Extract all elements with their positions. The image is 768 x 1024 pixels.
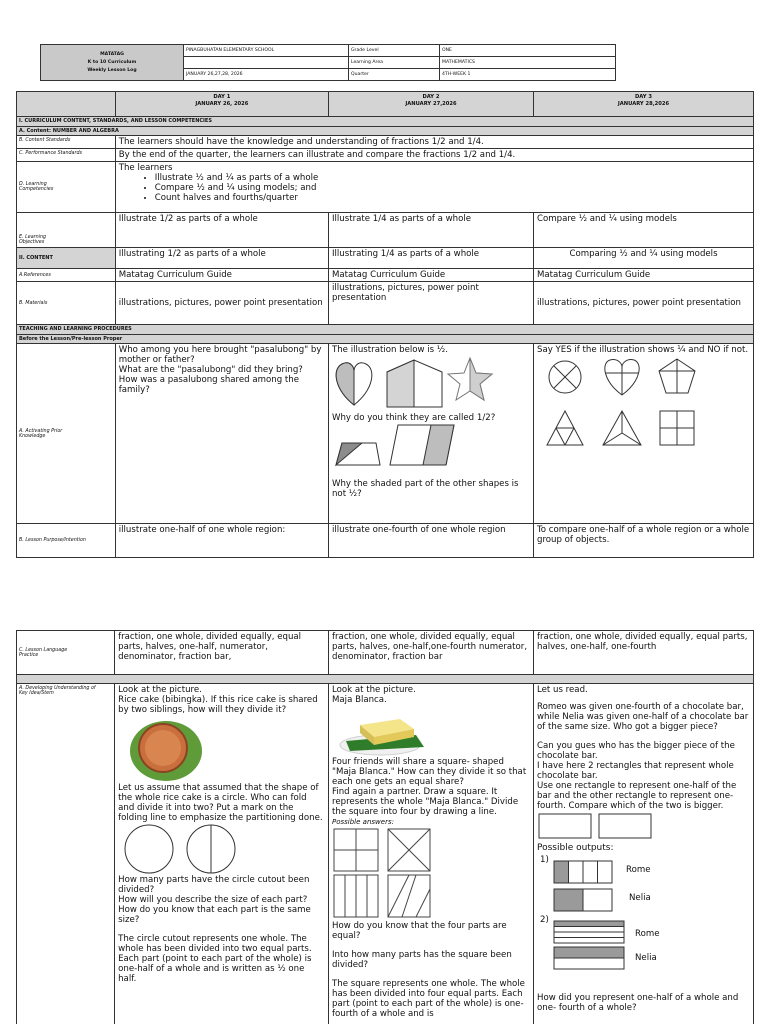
competency-item: • Compare ½ and ¼ using models; and bbox=[155, 183, 750, 193]
fourths-shapes-illustration bbox=[537, 355, 749, 455]
competency-item: • Illustrate ½ and ¼ as parts of a whole bbox=[155, 173, 750, 183]
not-half-shapes-illustration bbox=[332, 423, 530, 479]
square-slanted-division bbox=[388, 875, 430, 917]
square-vertical-strips bbox=[334, 875, 378, 917]
developing-day-1 bbox=[115, 684, 329, 1024]
whole-circle-shape bbox=[125, 825, 173, 873]
dev2-possible-answers: Possible answers: bbox=[332, 818, 394, 826]
activating-q2: What are the "pasalubong" did they bring? bbox=[118, 365, 303, 375]
blank-cell bbox=[184, 57, 349, 69]
nelia-label-2: Nelia bbox=[635, 953, 657, 963]
day-2-header bbox=[328, 92, 533, 117]
activating-day-1 bbox=[115, 344, 328, 524]
label-developing bbox=[17, 684, 115, 1024]
triangle-shape-2 bbox=[603, 411, 641, 445]
content-day-3: Comparing ½ and ¼ using models bbox=[533, 248, 753, 269]
header-table bbox=[40, 44, 616, 81]
half-shapes-illustration bbox=[332, 355, 530, 413]
heart-shaded-half bbox=[336, 363, 354, 405]
label-developing-2: Key Idea/Stem bbox=[19, 691, 54, 696]
dev1-p4: How many parts have the circle cutout been divided? bbox=[118, 875, 310, 895]
dev1-p6: How do you know that each part is the same size? bbox=[118, 905, 311, 925]
dev2-p2: Maja Blanca. bbox=[332, 695, 387, 705]
square-cross-division bbox=[334, 829, 378, 871]
label-activating bbox=[17, 344, 116, 524]
blank-rectangle-2 bbox=[599, 814, 651, 838]
activating-q1: Who among you here brought "pasalubong" by mother or father? bbox=[118, 345, 322, 365]
section-curriculum: I. CURRICULUM CONTENT, STANDARDS, AND LESSON COMPETENCIES bbox=[17, 117, 754, 127]
nelia-bar-halves bbox=[554, 889, 612, 911]
activating-day-3 bbox=[533, 344, 753, 524]
dev3-p2: Romeo was given one-fourth of a chocolate bar, while Nelia was given one-half of a chocolate bar of the same size. Who got a bigger piece? bbox=[537, 702, 749, 732]
blank-rectangles bbox=[537, 811, 749, 841]
rice-cake-picture bbox=[118, 715, 318, 783]
performance-standards: By the end of the quarter, the learners can illustrate and compare the fractions 1/2 and 1/4. bbox=[115, 149, 753, 162]
label-activating-1: A. Activating Prior bbox=[19, 428, 63, 434]
maja-blanca-picture bbox=[332, 705, 530, 757]
circle-cutouts bbox=[118, 823, 318, 875]
chocolate-bar-models bbox=[537, 853, 749, 993]
dev2-p1: Look at the picture. bbox=[332, 685, 416, 695]
competencies-list bbox=[155, 173, 750, 203]
label-developing-1: A. Developing Understanding of bbox=[19, 686, 96, 691]
label-competencies-2: Competencies bbox=[19, 187, 54, 192]
developing-day-2 bbox=[329, 684, 534, 1024]
activating-q3: How was a pasalubong shared among the family? bbox=[118, 375, 300, 395]
section-before: Before the Lesson/Pre-lesson Proper bbox=[17, 335, 754, 344]
dev1-p5: How will you describe the size of each part? bbox=[118, 895, 308, 905]
label-language bbox=[17, 631, 115, 675]
star-shaded-half bbox=[470, 358, 492, 400]
output-number-1: 1) bbox=[540, 855, 549, 865]
dev1-p7: The circle cutout represents one whole. The whole has been divided into two equal parts. Each part (point to each part of the whole) is one-half of a whole and is written as ½ one half. bbox=[118, 934, 312, 984]
label-references: A.References bbox=[17, 269, 116, 282]
square-quarters-shape bbox=[660, 411, 694, 445]
content-day-2: Illustrating 1/4 as parts of a whole bbox=[328, 248, 533, 269]
references-day-3: Matatag Curriculum Guide bbox=[533, 269, 753, 282]
dev3-p3: Can you gues who has the bigger piece of the chocolate bar. bbox=[537, 741, 735, 761]
quarter-label: Quarter bbox=[349, 69, 440, 81]
day-1-name: DAY 1 bbox=[213, 94, 231, 100]
objective-day-1: Illustrate 1/2 as parts of a whole bbox=[115, 213, 328, 248]
nelia-label-1: Nelia bbox=[629, 893, 651, 903]
title-line-2: K to 10 Curriculum bbox=[87, 59, 137, 65]
competency-item: • Count halves and fourths/quarter bbox=[155, 193, 750, 203]
area-value: MATHEMATICS bbox=[440, 57, 616, 69]
day-2-date: JANUARY 27,2026 bbox=[405, 101, 457, 107]
objective-day-2: Illustrate 1/4 as parts of a whole bbox=[328, 213, 533, 248]
label-activating-2: Knowledge bbox=[19, 433, 46, 439]
day-1-header bbox=[115, 92, 328, 117]
triangle-shape-1 bbox=[547, 411, 583, 445]
dev3-p1: Let us read. bbox=[537, 685, 588, 695]
grade-value: ONE bbox=[440, 45, 616, 57]
references-day-2: Matatag Curriculum Guide bbox=[328, 269, 533, 282]
nelia-bar-horizontal bbox=[554, 947, 624, 969]
label-materials: B. Materials bbox=[17, 282, 116, 325]
day-2-name: DAY 2 bbox=[422, 94, 440, 100]
lesson-table-page-1 bbox=[16, 91, 754, 558]
dev2-p5: How do you know that the four parts are equal? bbox=[332, 921, 507, 941]
competencies-intro: The learners bbox=[118, 163, 173, 173]
dev2-p4: Find again a partner. Draw a square. It represents the whole "Maja Blanca." Divide the square into four by drawing a line. bbox=[332, 787, 519, 817]
outputs-illustration bbox=[537, 853, 750, 993]
quarter-value: 4TH-WEEK 1 bbox=[440, 69, 616, 81]
purpose-day-1: illustrate one-half of one whole region: bbox=[115, 524, 328, 558]
activating-day2-q1: Why do you think they are called 1/2? bbox=[331, 413, 496, 423]
heart-quarters-shape bbox=[605, 360, 639, 395]
references-day-1: Matatag Curriculum Guide bbox=[115, 269, 328, 282]
competencies bbox=[115, 162, 753, 213]
day-3-date: JANUARY 28,2026 bbox=[617, 101, 670, 107]
objective-day-3: Compare ½ and ¼ using models bbox=[533, 213, 753, 248]
label-language-2: Practice bbox=[19, 652, 39, 658]
purpose-day-3: To compare one-half of a whole region or a whole group of objects. bbox=[533, 524, 753, 558]
dev3-p6: How did you represent one-half of a whole and one- fourth of a whole? bbox=[537, 993, 739, 1013]
dev1-p2: Rice cake (bibingka). If this rice cake is shared by two siblings, how will they divide it? bbox=[118, 695, 318, 715]
day-1-date: JANUARY 26, 2026 bbox=[195, 101, 249, 107]
label-content-standards: B. Content Standards bbox=[17, 136, 116, 149]
developing-day-3 bbox=[534, 684, 754, 1024]
house-shaded-half bbox=[387, 360, 414, 407]
dev3-p5: Use one rectangle to represent one-half of the bar and the other rectangle to represent one-fourth. Compare which of the two is bigger. bbox=[537, 781, 737, 811]
area-label: Learning Area bbox=[349, 57, 440, 69]
dates: JANUARY 26,27,28, 2026 bbox=[184, 69, 349, 81]
rome-label-2: Rome bbox=[635, 929, 660, 939]
title-line-1: MATATAG bbox=[100, 51, 124, 57]
rome-bar-horizontal bbox=[554, 921, 624, 943]
school-name: PINAGBUHATAN ELEMENTARY SCHOOL bbox=[184, 45, 349, 57]
label-language-1: C. Lesson Language bbox=[19, 647, 68, 653]
rice-cake-top bbox=[145, 730, 181, 766]
label-objectives bbox=[17, 213, 116, 248]
spacer-row bbox=[17, 675, 754, 684]
square-diagonal-division bbox=[388, 829, 430, 871]
log-title bbox=[41, 45, 184, 81]
label-objectives-2: Objectives bbox=[19, 240, 45, 245]
activating-day3-instructions: Say YES if the illustration shows ¼ and NO if not. bbox=[536, 345, 749, 355]
dev1-p1: Look at the picture. bbox=[118, 685, 202, 695]
title-line-3: Weekly Lesson Log bbox=[87, 67, 137, 73]
square-division-answers bbox=[332, 827, 530, 921]
day-3-header bbox=[533, 92, 753, 117]
dev2-p7: The square represents one whole. The whole has been divided into four equal parts. Each part (point to each part of the whole) is one-fourth of a whole and is bbox=[332, 979, 525, 1019]
activating-day2-intro: The illustration below is ½. bbox=[331, 345, 448, 355]
language-day-1: fraction, one whole, divided equally, equal parts, halves, one-half, numerator, denominator, fraction bar, bbox=[115, 631, 329, 675]
materials-day-3: illustrations, pictures, power point presentation bbox=[533, 282, 753, 325]
label-purpose: B. Lesson Purpose/Intention bbox=[17, 524, 116, 558]
output-number-2: 2) bbox=[540, 915, 549, 925]
lesson-table-page-2 bbox=[16, 630, 754, 1024]
label-objectives-1: E. Learning bbox=[19, 235, 47, 240]
label-content: II. CONTENT bbox=[17, 248, 116, 269]
language-day-3: fraction, one whole, divided equally, equal parts, halves, one-half, one-fourth bbox=[534, 631, 754, 675]
blank-rectangle-1 bbox=[539, 814, 591, 838]
label-performance-standards: C. Performance Standards bbox=[17, 149, 116, 162]
label-competencies-1: D. Learning bbox=[19, 182, 47, 187]
activating-day2-q2: Why the shaded part of the other shapes is not ½? bbox=[331, 479, 519, 499]
dev3-p4: I have here 2 rectangles that represent whole chocolate bar. bbox=[537, 761, 734, 781]
pentagon-shape bbox=[659, 359, 695, 393]
rome-bar-fourths bbox=[554, 861, 612, 883]
materials-day-2: illustrations, pictures, power point presentation bbox=[328, 282, 533, 325]
dev2-p3: Four friends will share a square- shaped "Maja Blanca." How can they divide it so that each one gets an equal share? bbox=[332, 757, 527, 787]
language-day-2: fraction, one whole, divided equally, equal parts, halves, one-half,one-fourth numerator, denominator, fraction bar bbox=[329, 631, 534, 675]
label-competencies bbox=[17, 162, 116, 213]
rome-label-1: Rome bbox=[626, 865, 651, 875]
day-3-name: DAY 3 bbox=[634, 94, 652, 100]
dev1-p3: Let us assume that assumed that the shape of the whole rice cake is a circle. Who can fold and divide it into two? Put a mark on the folding line to emphasize the partitioning done. bbox=[118, 783, 323, 823]
section-procedures: TEACHING AND LEARNING PROCEDURES bbox=[17, 325, 754, 335]
grade-label: Grade Level bbox=[349, 45, 440, 57]
dev3-possible-outputs: Possible outputs: bbox=[537, 843, 614, 853]
content-standards: The learners should have the knowledge and understanding of fractions 1/2 and 1/4. bbox=[115, 136, 753, 149]
content-day-1: Illustrating 1/2 as parts of a whole bbox=[115, 248, 328, 269]
materials-day-1: illustrations, pictures, power point presentation bbox=[115, 282, 328, 325]
activating-day-2 bbox=[328, 344, 533, 524]
section-content-area: A. Content: NUMBER AND ALGEBRA bbox=[17, 127, 754, 136]
dev2-p6: Into how many parts has the square been divided? bbox=[332, 950, 512, 970]
circle-x-shape bbox=[549, 361, 581, 393]
corner-cell bbox=[17, 92, 116, 117]
purpose-day-2: illustrate one-fourth of one whole region bbox=[328, 524, 533, 558]
